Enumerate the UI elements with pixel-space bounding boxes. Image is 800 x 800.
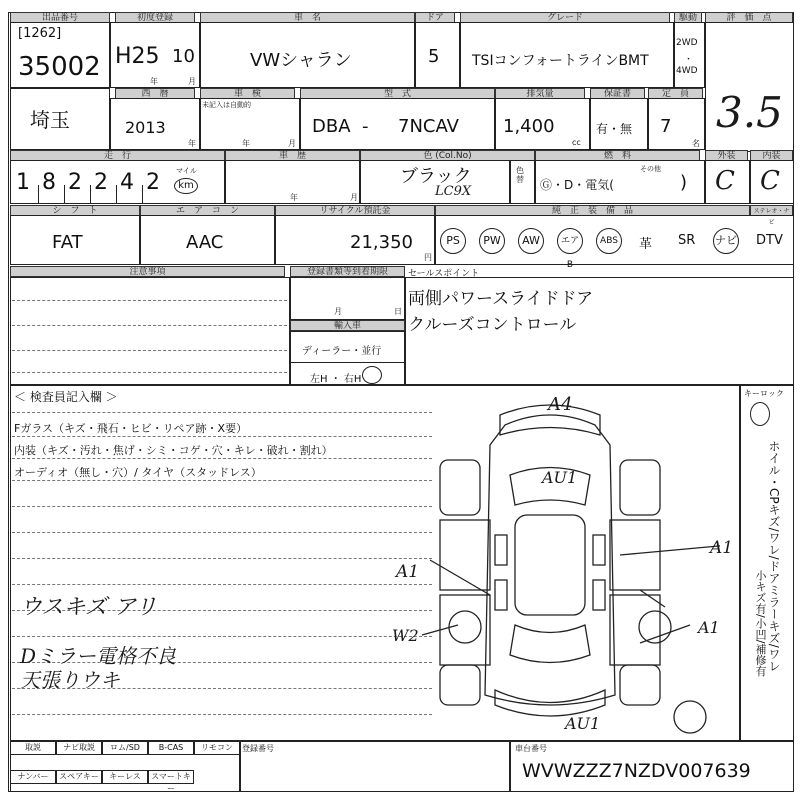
import-dealer: ディーラー・並行 bbox=[302, 346, 382, 357]
grade-value: TSIコンフォートラインBMT bbox=[472, 53, 649, 69]
model-code-prefix: DBA bbox=[312, 116, 351, 137]
mileage-divider bbox=[116, 185, 117, 203]
doc-deadline-day: 日 bbox=[394, 307, 402, 316]
equipment-item: AW bbox=[518, 228, 544, 254]
mileage-digit: 2 bbox=[68, 170, 82, 195]
header-model-code: 型 式 bbox=[300, 88, 495, 99]
inspector-line bbox=[12, 506, 432, 507]
inspector-line bbox=[12, 458, 432, 459]
recycle-unit: 円 bbox=[424, 253, 432, 262]
handwritten-note-2: Dミラー電格不良 bbox=[20, 644, 177, 668]
seats-unit: 名 bbox=[692, 139, 700, 148]
reg-box bbox=[240, 741, 510, 792]
header-first-reg: 初度登録 bbox=[115, 12, 195, 23]
footer-check-item: リモコン bbox=[194, 741, 240, 755]
header-equipment: 純 正 装 備 品 bbox=[435, 205, 750, 216]
lot-number: 35002 bbox=[18, 52, 101, 82]
lot-sub: [1262] bbox=[18, 26, 62, 41]
inspector-line-interior: 内装（キズ・汚れ・焦げ・シミ・コゲ・穴・キレ・破れ・割れ） bbox=[14, 444, 333, 457]
fuel-close: ) bbox=[680, 172, 688, 193]
aircon-value: AAC bbox=[186, 232, 224, 253]
sales-point-2: クルーズコントロール bbox=[408, 315, 577, 335]
import-year-value: 2013 bbox=[125, 118, 166, 137]
mileage-unit-km: km bbox=[174, 178, 198, 194]
header-warranty: 保証書 bbox=[590, 88, 645, 99]
inspector-line bbox=[12, 558, 432, 559]
header-recycle: リサイクル預託金 bbox=[275, 205, 435, 216]
header-mileage: 走 行 bbox=[10, 150, 225, 161]
mileage-digit: 4 bbox=[120, 170, 134, 195]
mileage-digit: 8 bbox=[42, 170, 56, 195]
drive-2wd: 2WD bbox=[676, 38, 698, 48]
inspector-line bbox=[12, 584, 432, 585]
header-doc-deadline: 登録書類等到着期限 bbox=[290, 266, 405, 277]
footer-check-item: ナビ取説 bbox=[56, 741, 102, 755]
displacement-unit: cc bbox=[572, 138, 581, 147]
reg-label: 登録番号 bbox=[242, 744, 274, 753]
notes-line bbox=[12, 372, 287, 373]
chassis-number: WVWZZZ7NZDV007639 bbox=[522, 760, 751, 782]
warranty-value: 有・無 bbox=[596, 122, 633, 136]
header-import-year: 西 暦 bbox=[115, 88, 195, 99]
keyless-circle bbox=[750, 402, 770, 426]
mileage-digit: 1 bbox=[16, 170, 30, 195]
location: 埼玉 bbox=[30, 108, 70, 132]
footer-check-item: スマートキー bbox=[148, 770, 194, 784]
header-import: 輸入車 bbox=[290, 320, 405, 331]
header-grade: グレード bbox=[460, 12, 670, 23]
inspector-line-audio: オーディオ（無し・穴）/ タイヤ（スタッドレス） bbox=[14, 466, 262, 479]
header-model-name: 車 名 bbox=[200, 12, 415, 23]
header-score: 評 価 点 bbox=[705, 12, 793, 23]
first-reg-month-unit: 月 bbox=[188, 77, 196, 86]
header-lot: 出品番号 bbox=[10, 12, 110, 23]
seats-value: 7 bbox=[660, 116, 672, 137]
inspector-line bbox=[12, 412, 432, 413]
mileage-digit: 2 bbox=[146, 170, 160, 195]
footer-check-item: スペアキー bbox=[56, 770, 102, 784]
footer-check-item: ロム/SD bbox=[102, 741, 148, 755]
inspector-line-glass: Fガラス（キズ・飛石・ヒビ・リペア跡・X要） bbox=[14, 422, 248, 435]
header-navi-type: ステレオ・ナビ bbox=[750, 205, 793, 216]
sales-point-1: 両側パワースライドドア bbox=[408, 289, 594, 309]
header-seats: 定 員 bbox=[648, 88, 703, 99]
footer-check-item: B-CAS bbox=[148, 741, 194, 755]
car-diagram bbox=[380, 395, 720, 740]
exterior-value: C bbox=[715, 166, 735, 196]
equipment-item: ナビ bbox=[713, 228, 739, 254]
notes-box bbox=[10, 277, 290, 385]
vehicle-inspection-year: 年 bbox=[242, 139, 250, 148]
keyless-label: キーロック bbox=[744, 389, 784, 398]
equipment-item: SR bbox=[678, 233, 696, 248]
mark-top: A4 bbox=[548, 394, 573, 415]
car-history-month: 月 bbox=[350, 193, 358, 202]
inspector-line bbox=[12, 532, 432, 533]
mileage-divider bbox=[38, 185, 39, 203]
drive-4wd: 4WD bbox=[676, 66, 698, 76]
fuel-options: Ⓖ・D・電気( bbox=[540, 178, 614, 192]
side-vertical-text: ホイル・CPキズ/ワレ/ドアミラーキズ/ワレ bbox=[767, 440, 781, 672]
drive-dot: ・ bbox=[684, 55, 694, 65]
footer-check-item: キーレス bbox=[102, 770, 148, 784]
mark-right-wheel: A1 bbox=[698, 618, 720, 637]
vehicle-inspection-month: 月 bbox=[288, 139, 296, 148]
inspector-line bbox=[12, 714, 432, 715]
mileage-divider bbox=[90, 185, 91, 203]
doors-value: 5 bbox=[428, 46, 440, 67]
header-fuel: 燃 料 bbox=[535, 150, 700, 161]
recycle-amount: 21,350 bbox=[350, 232, 413, 253]
notes-line bbox=[12, 350, 287, 351]
color-name: ブラック bbox=[400, 166, 472, 187]
side-vertical-sub: 小キズ有/小凹/補修有 bbox=[754, 570, 767, 677]
score-value: 3.5 bbox=[716, 88, 783, 137]
mark-left-wheel: W2 bbox=[392, 626, 419, 645]
mark-rear: AU1 bbox=[565, 714, 601, 733]
color-change-label: 色替 bbox=[516, 166, 524, 184]
handwritten-note-1: ウスキズ アリ bbox=[20, 595, 158, 620]
inspector-line bbox=[12, 436, 432, 437]
color-code: LC9X bbox=[435, 184, 472, 199]
equipment-item: PS bbox=[440, 228, 466, 254]
displacement-value: 1,400 bbox=[503, 116, 555, 137]
header-sales-point: セールスポイント bbox=[408, 269, 480, 279]
inspector-line bbox=[12, 636, 432, 637]
header-displacement: 排気量 bbox=[495, 88, 585, 99]
equipment-item: DTV bbox=[756, 233, 783, 248]
fuel-other: その他 bbox=[640, 165, 661, 173]
header-doors: ドア bbox=[415, 12, 455, 23]
doc-deadline-box bbox=[290, 277, 405, 320]
equipment-item: 革 bbox=[639, 237, 653, 252]
notes-line bbox=[12, 325, 287, 326]
header-interior: 内装 bbox=[750, 150, 793, 161]
mileage-divider bbox=[142, 185, 143, 203]
first-reg-era: H25 bbox=[115, 44, 160, 69]
import-handle: 左H ・ 右H bbox=[310, 374, 362, 385]
first-reg-month: 10 bbox=[172, 46, 195, 67]
import-divider bbox=[290, 362, 405, 363]
header-color: 色 (Col.No) bbox=[360, 150, 535, 161]
mileage-divider bbox=[64, 185, 65, 203]
vehicle-inspection-note: 未記入は自動的 bbox=[202, 101, 251, 109]
handle-circle bbox=[362, 366, 382, 384]
shift-value: FAT bbox=[52, 232, 83, 253]
equipment-item: ABS bbox=[596, 228, 622, 254]
mileage-digit: 2 bbox=[94, 170, 108, 195]
header-aircon: エ ア コ ン bbox=[140, 205, 275, 216]
inspector-title: ＜ 検査員記入欄 ＞ bbox=[14, 390, 118, 404]
model-code-code: 7NCAV bbox=[398, 116, 459, 137]
interior-value: C bbox=[760, 166, 780, 196]
mark-front-center: AU1 bbox=[542, 468, 578, 487]
header-exterior: 外装 bbox=[705, 150, 748, 161]
model-code-sep: - bbox=[362, 116, 369, 137]
first-reg-year-unit: 年 bbox=[150, 77, 158, 86]
chassis-label: 車台番号 bbox=[515, 744, 547, 753]
import-year-unit: 年 bbox=[188, 139, 196, 148]
mark-right: A1 bbox=[710, 538, 734, 558]
header-notes: 注意事項 bbox=[10, 266, 285, 277]
notes-line bbox=[12, 300, 287, 301]
handwritten-note-3: 天張りウキ bbox=[20, 668, 120, 692]
model-name: VWシャラン bbox=[250, 50, 352, 71]
mark-left: A1 bbox=[396, 562, 420, 582]
header-car-history: 車 歴 bbox=[225, 150, 360, 161]
car-history-year: 年 bbox=[290, 193, 298, 202]
equipment-item: エアB bbox=[557, 228, 583, 254]
header-shift: シ フ ト bbox=[10, 205, 140, 216]
header-drive: 駆動 bbox=[674, 12, 702, 23]
mileage-unit-miles: マイル bbox=[176, 167, 197, 175]
footer-check-item: ナンバー bbox=[10, 770, 56, 784]
header-vehicle-inspection: 車 検 bbox=[200, 88, 295, 99]
doc-deadline-month: 月 bbox=[334, 307, 342, 316]
footer-check-item: 取説 bbox=[10, 741, 56, 755]
inspector-line bbox=[12, 480, 432, 481]
equipment-item: PW bbox=[479, 228, 505, 254]
